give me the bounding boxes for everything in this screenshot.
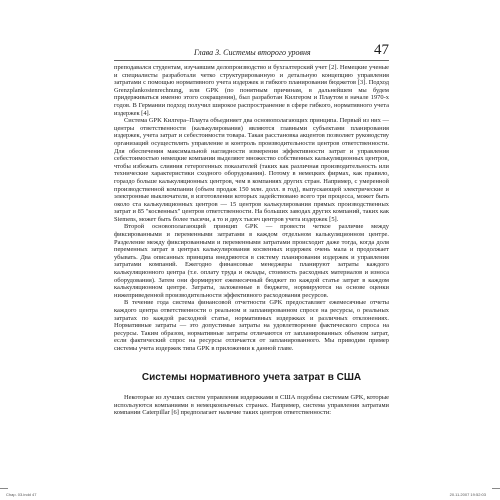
paragraph: Второй основополагающий принцип GPK — провести четкое различие между фиксированными и переменными затратами в каждом отдельном калькуляционном центре. Разделение между фиксированными и переменными затратами происходит даже тогда, когда доля переменных затрат в центрах калькулирования косвенных издержек очень мала и продолжает убывать. Два описанных принципа внедряются в систему планирования издержек и управления затратами компаний. Ежегодно финансовые менеджеры планируют затраты каждого калькуляционного центра (т.е. оплату труда и оклады, стоимость расходных материалов и износа оборудования). Затем они формируют ежемесячный бюджет по каждой статье затрат в каждом калькуляционном центре. Затраты, заложенные в бюджете, нормируются на основе оценки нижеприведенной производительности эффективного расходования ресурсов. xyxy=(114,223,389,299)
page-footer xyxy=(0,488,500,500)
crop-mark xyxy=(0,488,8,489)
running-head: Глава 3. Системы второго уровня xyxy=(194,48,311,57)
footer-timestamp: 20.11.2007 19:52:03 xyxy=(449,492,486,497)
body-text-top xyxy=(114,64,389,353)
body-text-bottom xyxy=(114,394,389,417)
page-number: 47 xyxy=(374,42,389,58)
footer-file-info: Chap. 03.indd 47 xyxy=(6,492,37,497)
crop-mark xyxy=(492,488,500,489)
paragraph: В течение года система финансовой отчетности GPK предоставляет ежемесячные отчеты каждого центра ответственности о реальном и запланированном спросе на ресурсы, о реальных затратах по каждой расходной статье, нормативных издержках и различных отклонениях. Нормативные затраты — это допустимые затраты на удовлетворение фактического спроса на ресурсы. Таким образом, нормативные затраты отличаются от запланированных объемом затрат, если фактический спрос на ресурсы отличается от запланированного. Мы приводим пример системы учета издержек типа GPK в приложении к данной главе. xyxy=(114,299,389,352)
section-heading: Системы нормативного учета затрат в США xyxy=(141,372,362,383)
page-header xyxy=(114,40,389,61)
paragraph: Некоторые из лучших систем управления издержками в США подобны системам GPK, которые используются компаниями в немецкоязычных странах. Например, система управления затратами компании Caterpillar [6] предполагает наличие таких центров ответственности: xyxy=(114,394,389,417)
paragraph: преподавался студентам, изучавшим делопроизводство и бухгалтерский учет [2]. Немецкие ученые и специалисты разработали четко структурированную и детальную концепцию управления затратами с помощью нормативного учета издержек и гибкого планирования бюджетов [3]. Подход Grenzplankostenrechnung, или GPK (по понятным причинам, в дальнейшем мы будем придерживаться именно этого сокращения), был разработан Килгером и Плаутом в начале 1970-х годов. В Германии подход получил широкое распространение в сфере гибкого, нормативного учета издержек [4]. xyxy=(114,64,389,117)
paragraph: Система GPK Килгера–Плаута объединяет два основополагающих принципа. Первый из них — центры ответственности (калькулирования) являются главными субъектами планирования издержек, учета затрат и себестоимости товара. Такая расстановка акцентов позволяет руководству организаций осуществлять управление и контроль производительности центров ответственности. Для обеспечения максимальной наглядности измерения эффективности затрат и управления себестоимостью немецкие компании выделяют множество собственных калькуляционных центров, чтобы избежать слияния гетерогенных показателей (таких как различная производительность или технические характеристики сходного оборудования). Потому в немецких фирмах, как правило, гораздо больше калькуляционных центров, чем в компаниях других стран. Например, с умеренной производственной компании (объем продаж 150 млн. долл. в год), выпускающей электрические и электронные выключатели, в изготовлении которых задействовано всего три процесса, может быть около ста калькуляционных центров — 15 центров калькулирования прямых производственных затрат и 85 "косвенных" центров ответственности. На больших заводах других компаний, таких как Siemens, может быть более тысячи, а то и двух тысяч центров учета издержек [5]. xyxy=(114,117,389,223)
